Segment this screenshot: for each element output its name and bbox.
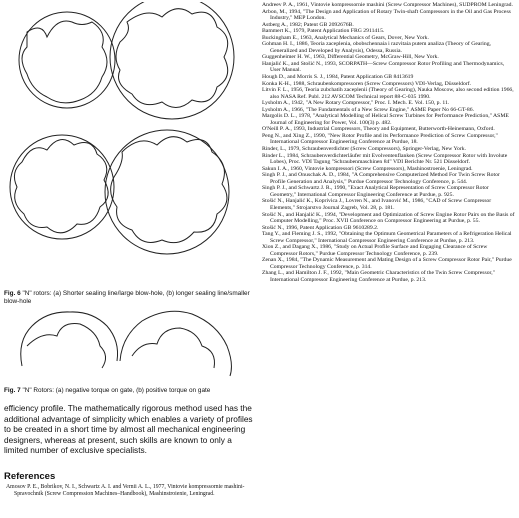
reference-item: Stošić N., 1996, Patent Application GB 9610289.2.	[262, 224, 379, 231]
reference-item: Litvin F. L., 1956, Teoria zubchatih zaceplenii (Theory of Gearing), Nauka Moscow, also second edition 1966, also NASA Ref. Publ. 212 AVSCOM Technical report 88-C-035 1990.	[262, 87, 514, 100]
reference-item: Amosov P. E., Bobrikov, N. I., Schwartz A. I. and Vernii A. L., 1977, Vintovie kompressornie mashini-Spravochnik (Screw Compression Machines–Handbook), Mashinstroienie, Leningrad.	[6, 484, 245, 498]
reference-item: Gohman H. I., 1886, Teoria zaceplenia, obobschennaia i razvitaia putem analiza (Theory of Gearing, Generalized and Developed by Analysis), Odessa, Russia.	[262, 41, 491, 54]
reference-item: Sakun I. A., 1960, Vintovie kompressori (Screw Compressors), Mashinostroenie, Leningrad.	[262, 165, 473, 172]
reference-item: O'Neill P. A., 1993, Industrial Compressors, Theory and Equipment, Butterworth-Heinemann, Oxford.	[262, 126, 495, 133]
reference-item: Rinder, L., 1979, Schraubenverdichter (Screw Compressors), Springer-Verlag, New York.	[262, 146, 467, 153]
references-heading: References	[4, 471, 56, 482]
reference-item: Hanjalić K., and Stošić N., 1993, SCORPATH—Screw Compressor Rotor Profiling and Thermodynamics, User Manual.	[262, 60, 505, 74]
reference-item: Andreev P. A., 1961, Vintovie kompressornie mashini (Screw Compressor Machines), SUDPROM Leningrad.	[262, 2, 513, 8]
reference-item: Astberg A., 1982; Patent GB 2092676B.	[262, 21, 354, 28]
reference-item: Zhang L., and Hamilton J. F., 1992, "Main Geometric Characteristics of the Twin Screw Compressor," International Compressor Engineering Conference at Purdue, p. 213.	[262, 270, 495, 283]
figure-7-rotor-diagram	[2, 306, 257, 386]
figure-6-label: Fig. 6	[4, 290, 21, 297]
references-right-list	[262, 2, 516, 284]
reference-item: Tang Y., and Fleming J. S., 1992, "Obtaining the Optimum Geometrical Parameters of a Refrigeration Helical Screw Compressor," International Compressor Engineering Conference at Purdue, p. 213.	[262, 231, 512, 244]
reference-item: Xion Z., and Dagang X., 1986, "Study on Actual Profile Surface and Engaging Clearance of Screw Compressor Rotors," Purdue Compressor Technology Conference, p. 239.	[262, 244, 488, 257]
reference-item: Margolis D. L., 1978, "Analytical Modelling of Helical Screw Turbines for Performance Prediction," ASME Journal of Engineering for Power, Vol. 100(3) p. 482.	[262, 113, 509, 126]
reference-item: Rinder L., 1984, Schraubenverdichterläufer mit Evolventenflanken (Screw Compressor Rotor with Involute Lobes), Proc. VDI Tagung "Schraubenmaschinen 84" VDI Berichte Nr. 521 Düsseldorf.	[262, 152, 508, 166]
reference-item: Lysholm A., 1942, "A New Rotary Compressor," Proc. I. Mech. E. Vol. 150, p. 11.	[262, 100, 450, 107]
reference-item: Peng N., and Xing Z., 1990, "New Rotor Profile and its Performance Prediction of Screw Compressor," International Compressor Engineering Conference at Purdue, 18.	[262, 132, 498, 146]
reference-item: Lysholm A., 1966, "The Fundamentals of a New Screw Engine," ASME Paper No 66-GT-86.	[262, 106, 474, 113]
references-left-list	[6, 484, 254, 499]
figure-7-caption	[4, 387, 256, 395]
reference-item: Stošić N., Hanjalić K., Koprivica J., Lovren N., and Ivanović M., 1986, "CAD of Screw Compressor Elements," Strojarstvo Journal Zagreb, Vol. 28, p. 181.	[262, 198, 492, 211]
figure-7-label: Fig. 7	[4, 387, 21, 394]
reference-item: Konka K-H., 1988, Schraubenkompressoren (Screw Compressors) VDI-Verlag, Düsseldorf.	[262, 80, 472, 87]
reference-item: Guggenheimer H. W., 1963, Differential Geometry, McGraw-Hill, New York.	[262, 54, 439, 61]
figure-6-rotor-diagram	[2, 2, 257, 287]
reference-item: Singh P. J., and Schwartz J. R., 1990, "Exact Analytical Representation of Screw Compressor Rotor Geometry," International Compressor Engineering Conference at Purdue, p. 925.	[262, 185, 489, 198]
reference-item: Stošić N., and Hanjalić K., 1994, "Development and Optimization of Screw Engine Rotor Pairs on the Basis of Computer Modelling," Proc. XVII Conference on Compressor Engineering at Purdue, p. 55.	[262, 211, 515, 225]
body-paragraph: efficiency profile. The mathematically rigorous method used has the additional advantage of simplicity which enables a variety of profiles to be created in a short time by almost all mechanical engineering designers, whereas at present, such skills are known to only a limited number of exclusive specialists.	[4, 403, 253, 456]
reference-item: Arbon, M., 1994, "The Design and Application of Rotary Twin-shaft Compressors in the Oil and Gas Process Industry," MEP London.	[262, 8, 511, 22]
reference-item: Zenan X., 1984, "The Dynamic Measurement and Mating Design of a Screw Compressor Rotor Pair," Purdue Compressor Technology Conference, p. 314.	[262, 257, 512, 270]
reference-item: Bammert K., 1979, Patent Application FRG 2911415.	[262, 28, 385, 35]
reference-item: Buckingham E., 1963, Analytical Mechanics of Gears, Dover, New York.	[262, 34, 429, 41]
figure-7-caption-text: "N" Rotors: (a) negative torque on gate, (b) positive torque on gate	[22, 387, 211, 394]
reference-item: Singh P. J., and Onuschak A. D., 1984, "A Comprehensive Computerized Method For Twin Screw Rotor Profile Generation and Analysis," Purdue Compressor Technology Conference, p. 544.	[262, 172, 500, 185]
figure-6-caption-text: "N" rotors: (a) Shorter sealing line/large blow-hole, (b) longer sealing line/smaller blow-hole	[4, 290, 250, 305]
figure-6-caption	[4, 290, 256, 306]
reference-item: Hough D., and Morris S. J., 1984, Patent Application GB 8413619	[262, 74, 414, 81]
